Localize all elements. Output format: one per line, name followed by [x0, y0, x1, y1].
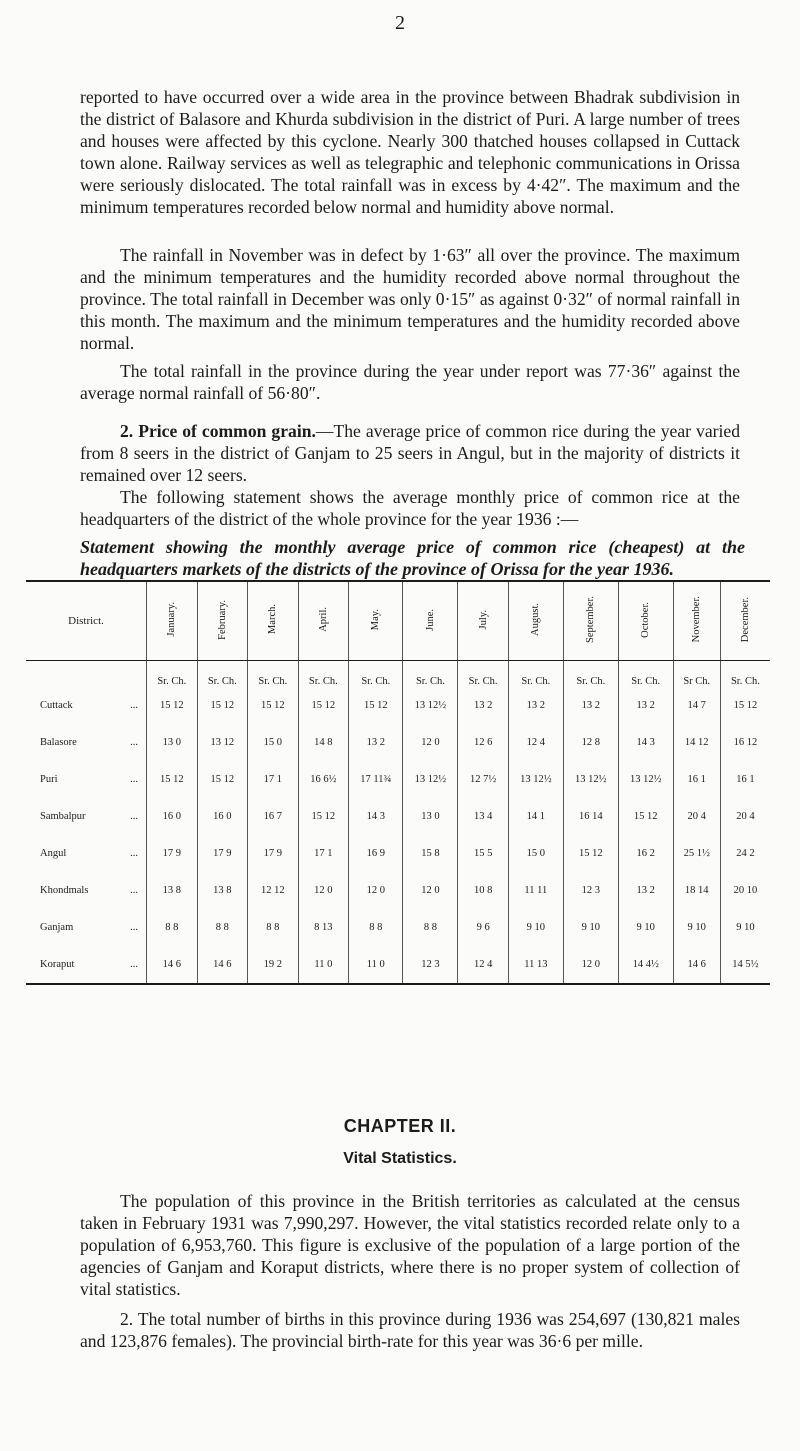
- price-cell: 14 6: [147, 946, 198, 984]
- price-cell: 14 5½: [720, 946, 770, 984]
- month-header-august: August.: [508, 581, 563, 661]
- paragraph-price-of-grain: [80, 420, 740, 486]
- price-cell: 12 0: [563, 946, 618, 984]
- price-cell: 13 12½: [563, 761, 618, 798]
- month-header-september: September.: [563, 581, 618, 661]
- unit-label: Sr. Ch.: [720, 661, 770, 688]
- units-row: [26, 661, 770, 688]
- price-cell: 16 7: [248, 798, 299, 835]
- table-caption: [80, 536, 745, 580]
- price-cell: 18 14: [673, 872, 720, 909]
- month-header-december: December.: [720, 581, 770, 661]
- price-cell: 16 6½: [298, 761, 349, 798]
- price-cell: 13 12½: [618, 761, 673, 798]
- price-of-grain-text: —The average price of common rice during the year varied from 8 seers in the district of Ganjam to 25 seers in Angul, but in the majority of districts it remained over 12 seers.: [80, 421, 740, 485]
- price-cell: 20 4: [720, 798, 770, 835]
- paragraph-november-december: The rainfall in November was in defect by 1·63″ all over the province. The maximum and the minimum temperatures and the humidity recorded above normal throughout the province. The total rainfall in December was only 0·15″ as against 0·32″ of normal rainfall in this month. The maximum and the minimum temperatures and the humidity recorded above normal.: [80, 245, 740, 353]
- month-header-may: May.: [349, 581, 403, 661]
- price-cell: 15 8: [403, 835, 458, 872]
- price-cell: 15 12: [197, 687, 248, 724]
- price-cell: 12 0: [298, 872, 349, 909]
- table-row: [26, 761, 770, 798]
- price-cell: 17 9: [197, 835, 248, 872]
- price-cell: 12 0: [403, 872, 458, 909]
- unit-label: Sr. Ch.: [458, 661, 509, 688]
- caption-part-3: at the headquarters markets of the districts of the province of Orissa for the year 1936.: [80, 537, 745, 579]
- price-cell: 19 2: [248, 946, 299, 984]
- price-cell: 16 2: [618, 835, 673, 872]
- paragraph-cyclone: reported to have occurred over a wide area in the province between Bhadrak subdivision in the district of Balasore and Khurda subdivision in the district of Puri. A large number of trees and houses were affected by this cyclone. Nearly 300 thatched houses collapsed in Cuttack town alone. Railway services as well as telegraphic and telephonic communications in Orissa were seriously dislocated. The total rainfall was in excess by 4·42″. The maximum and the minimum temperatures recorded below normal and humidity above normal.: [80, 87, 740, 217]
- price-cell: 8 8: [248, 909, 299, 946]
- month-header-october: October.: [618, 581, 673, 661]
- price-cell: 14 6: [197, 946, 248, 984]
- price-cell: 15 12: [197, 761, 248, 798]
- month-header-february: February.: [197, 581, 248, 661]
- leader-dots: ...: [130, 700, 138, 711]
- leader-dots: ...: [130, 774, 138, 785]
- page-number: 2: [395, 12, 405, 34]
- price-cell: 15 12: [720, 687, 770, 724]
- price-cell: 12 4: [458, 946, 509, 984]
- price-cell: 9 10: [720, 909, 770, 946]
- price-cell: 12 7½: [458, 761, 509, 798]
- leader-dots: ...: [130, 885, 138, 896]
- price-cell: 17 11¾: [349, 761, 403, 798]
- price-cell: 9 10: [563, 909, 618, 946]
- price-cell: 9 6: [458, 909, 509, 946]
- leader-dots: ...: [130, 737, 138, 748]
- price-cell: 14 7: [673, 687, 720, 724]
- price-cell: 16 0: [197, 798, 248, 835]
- price-cell: 15 12: [563, 835, 618, 872]
- price-cell: 14 6: [673, 946, 720, 984]
- district-name: Koraput: [40, 959, 75, 970]
- price-cell: 16 12: [720, 724, 770, 761]
- table-row: [26, 872, 770, 909]
- month-header-june: June.: [403, 581, 458, 661]
- price-cell: 12 12: [248, 872, 299, 909]
- price-cell: 15 0: [248, 724, 299, 761]
- price-cell: 16 1: [720, 761, 770, 798]
- price-cell: 13 4: [458, 798, 509, 835]
- unit-label: Sr. Ch.: [197, 661, 248, 688]
- rice-price-table: [26, 580, 770, 985]
- price-cell: 15 5: [458, 835, 509, 872]
- price-cell: 13 2: [563, 687, 618, 724]
- price-cell: 13 0: [403, 798, 458, 835]
- district-name-cell: [26, 798, 147, 835]
- table-row: [26, 687, 770, 724]
- price-cell: 9 10: [673, 909, 720, 946]
- table-row: [26, 909, 770, 946]
- unit-label: Sr. Ch.: [508, 661, 563, 688]
- paragraph-births: 2. The total number of births in this province during 1936 was 254,697 (130,821 males and 123,876 females). The provincial birth-rate for this year was 36·6 per mille.: [80, 1309, 740, 1351]
- price-cell: 15 12: [298, 798, 349, 835]
- price-cell: 11 11: [508, 872, 563, 909]
- paragraph-population: The population of this province in the British territories as calculated at the census taken in February 1931 was 7,990,297. However, the vital statistics recorded relate only to a population of 6,953,760. This figure is exclusive of the population of a large portion of the agencies of Ganjam and Koraput districts, where there is no proper system of collection of vital statistics.: [80, 1191, 740, 1299]
- price-cell: 14 4½: [618, 946, 673, 984]
- unit-label: Sr. Ch.: [349, 661, 403, 688]
- price-cell: 12 4: [508, 724, 563, 761]
- district-name-cell: [26, 909, 147, 946]
- month-header-january: January.: [147, 581, 198, 661]
- district-name: Sambalpur: [40, 811, 86, 822]
- price-cell: 13 0: [147, 724, 198, 761]
- price-cell: 15 12: [147, 761, 198, 798]
- price-cell: 12 3: [563, 872, 618, 909]
- unit-label: Sr. Ch.: [618, 661, 673, 688]
- price-cell: 13 8: [197, 872, 248, 909]
- price-cell: 8 8: [403, 909, 458, 946]
- price-cell: 14 3: [618, 724, 673, 761]
- price-cell: 8 8: [147, 909, 198, 946]
- unit-label: Sr. Ch.: [248, 661, 299, 688]
- price-cell: 16 9: [349, 835, 403, 872]
- price-cell: 13 2: [508, 687, 563, 724]
- table-row: [26, 798, 770, 835]
- price-cell: 25 1½: [673, 835, 720, 872]
- chapter-title: CHAPTER II.: [343, 1116, 457, 1136]
- district-name: Puri: [40, 774, 58, 785]
- leader-dots: ...: [130, 811, 138, 822]
- price-cell: 12 8: [563, 724, 618, 761]
- month-header-july: July.: [458, 581, 509, 661]
- price-cell: 14 8: [298, 724, 349, 761]
- district-name-cell: [26, 687, 147, 724]
- price-cell: 8 8: [349, 909, 403, 946]
- price-cell: 16 1: [673, 761, 720, 798]
- price-cell: 20 4: [673, 798, 720, 835]
- unit-label: Sr. Ch.: [298, 661, 349, 688]
- price-cell: 12 0: [349, 872, 403, 909]
- price-cell: 13 12½: [508, 761, 563, 798]
- district-name: Angul: [40, 848, 67, 859]
- price-cell: 15 0: [508, 835, 563, 872]
- leader-dots: ...: [130, 959, 138, 970]
- district-name: Balasore: [40, 737, 77, 748]
- table-row: [26, 835, 770, 872]
- paragraph-statement-intro: The following statement shows the average monthly price of common rice at the headquarters of the district of the whole province for the year 1936 :—: [80, 487, 740, 529]
- price-cell: 13 12½: [403, 761, 458, 798]
- district-name-cell: [26, 835, 147, 872]
- district-name-cell: [26, 946, 147, 984]
- price-cell: 17 1: [298, 835, 349, 872]
- price-cell: 16 0: [147, 798, 198, 835]
- price-cell: 12 3: [403, 946, 458, 984]
- leader-dots: ...: [130, 922, 138, 933]
- price-cell: 13 2: [458, 687, 509, 724]
- month-header-march: March.: [248, 581, 299, 661]
- price-cell: 11 13: [508, 946, 563, 984]
- district-name: Cuttack: [40, 700, 73, 711]
- price-cell: 15 12: [248, 687, 299, 724]
- price-cell: 11 0: [298, 946, 349, 984]
- table-row: [26, 946, 770, 984]
- price-cell: 24 2: [720, 835, 770, 872]
- district-header: District.: [26, 581, 147, 661]
- price-cell: 17 9: [147, 835, 198, 872]
- unit-label: Sr Ch.: [673, 661, 720, 688]
- price-cell: 15 12: [147, 687, 198, 724]
- district-name-cell: [26, 761, 147, 798]
- unit-label: Sr. Ch.: [403, 661, 458, 688]
- district-name: Ganjam: [40, 922, 74, 933]
- district-name-cell: [26, 872, 147, 909]
- price-cell: 9 10: [508, 909, 563, 946]
- section-label-price-of-grain: 2. Price of common grain.: [120, 421, 316, 441]
- price-cell: 13 2: [349, 724, 403, 761]
- price-cell: 16 14: [563, 798, 618, 835]
- price-cell: 14 1: [508, 798, 563, 835]
- price-cell: 15 12: [298, 687, 349, 724]
- price-cell: 14 3: [349, 798, 403, 835]
- price-cell: 17 1: [248, 761, 299, 798]
- price-cell: 15 12: [618, 798, 673, 835]
- month-header-april: April.: [298, 581, 349, 661]
- price-cell: 13 12: [197, 724, 248, 761]
- month-header-november: November.: [673, 581, 720, 661]
- price-cell: 15 12: [349, 687, 403, 724]
- price-cell: 8 8: [197, 909, 248, 946]
- leader-dots: ...: [130, 848, 138, 859]
- section-title: Vital Statistics.: [343, 1150, 457, 1167]
- price-cell: 14 12: [673, 724, 720, 761]
- price-cell: 12 0: [403, 724, 458, 761]
- caption-cheapest: (cheapest): [608, 537, 685, 557]
- price-cell: 13 2: [618, 872, 673, 909]
- price-cell: 11 0: [349, 946, 403, 984]
- caption-part-1: Statement showing the monthly average price of common rice: [80, 537, 609, 557]
- price-cell: 13 12½: [403, 687, 458, 724]
- unit-label: Sr. Ch.: [563, 661, 618, 688]
- price-cell: 13 8: [147, 872, 198, 909]
- district-name-cell: [26, 724, 147, 761]
- price-cell: 17 9: [248, 835, 299, 872]
- price-cell: 9 10: [618, 909, 673, 946]
- price-cell: 12 6: [458, 724, 509, 761]
- paragraph-total-rainfall: The total rainfall in the province during the year under report was 77·36″ against the average normal rainfall of 56·80″.: [80, 361, 740, 403]
- district-name: Khondmals: [40, 885, 89, 896]
- price-cell: 10 8: [458, 872, 509, 909]
- table-header-row: [26, 581, 770, 661]
- price-cell: 13 2: [618, 687, 673, 724]
- price-cell: 8 13: [298, 909, 349, 946]
- table-row: [26, 724, 770, 761]
- unit-label: Sr. Ch.: [147, 661, 198, 688]
- price-cell: 20 10: [720, 872, 770, 909]
